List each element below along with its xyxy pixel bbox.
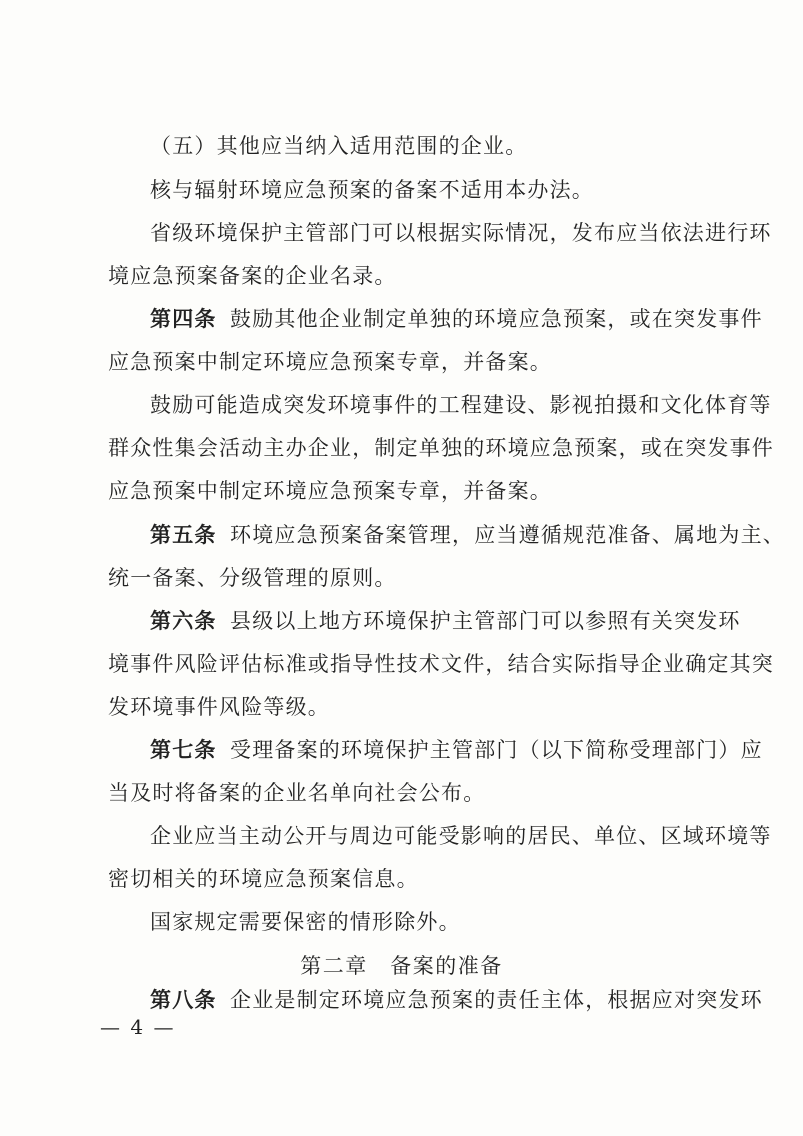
paragraph-line: （五）其他应当纳入适用范围的企业。 [150,134,528,158]
paragraph-line: 发环境事件风险等级。 [108,695,330,719]
paragraph-line: 核与辐射环境应急预案的备案不适用本办法。 [150,178,594,202]
paragraph-line: 应急预案中制定环境应急预案专章，并备案。 [108,350,552,374]
paragraph-line: 国家规定需要保密的情形除外。 [150,910,461,934]
paragraph-line: 环境应急预案备案管理，应当遵循规范准备、属地为主、 [230,523,785,547]
paragraph-line: 境事件风险评估标准或指导性技术文件，结合实际指导企业确定其突 [108,652,774,676]
article-label: 第六条 [150,608,217,633]
paragraph-line: 受理备案的环境保护主管部门（以下简称受理部门）应 [230,738,763,762]
paragraph-line: 鼓励可能造成突发环境事件的工程建设、影视拍摄和文化体育等 [150,393,772,417]
article-label: 第四条 [150,306,217,331]
paragraph-line: 群众性集会活动主办企业，制定单独的环境应急预案，或在突发事件 [108,436,774,460]
paragraph-line: 境应急预案备案的企业名录。 [108,264,397,288]
article-label: 第五条 [150,522,217,547]
article-label: 第七条 [150,737,217,762]
paragraph-line: 省级环境保护主管部门可以根据实际情况，发布应当依法进行环 [150,221,772,245]
page-number: — 4 — [100,1015,176,1039]
paragraph-line: 企业应当主动公开与周边可能受影响的居民、单位、区域环境等 [150,824,772,848]
paragraph-line: 应急预案中制定环境应急预案专章，并备案。 [108,479,552,503]
paragraph-line: 县级以上地方环境保护主管部门可以参照有关突发环 [230,609,741,633]
paragraph-line: 企业是制定环境应急预案的责任主体，根据应对突发环 [230,988,763,1012]
paragraph-line: 当及时将备案的企业名单向社会公布。 [108,781,486,805]
paragraph-line: 统一备案、分级管理的原则。 [108,566,397,590]
paragraph-line: 鼓励其他企业制定单独的环境应急预案，或在突发事件 [230,307,763,331]
article-label: 第八条 [150,987,217,1012]
chapter-heading: 第二章 备案的准备 [300,954,503,978]
paragraph-line: 密切相关的环境应急预案信息。 [108,867,419,891]
